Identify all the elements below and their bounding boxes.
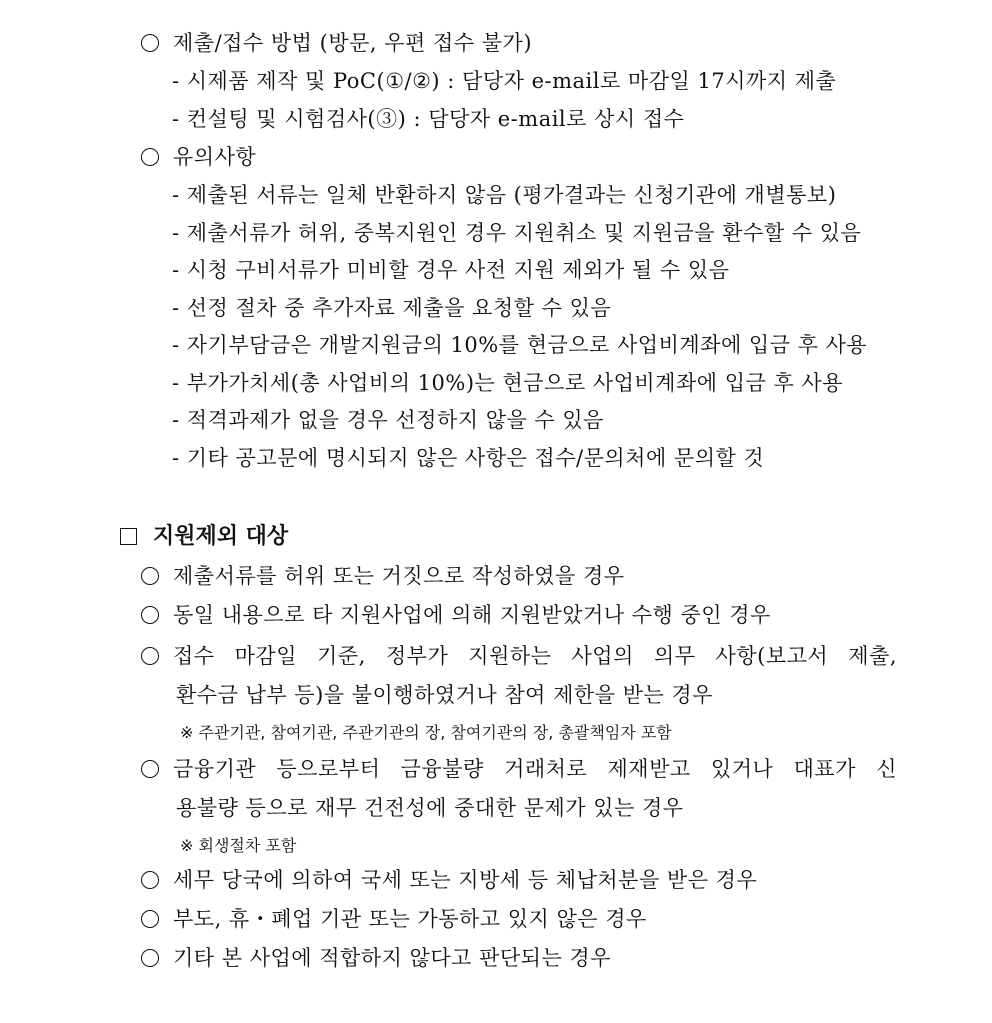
circle-bullet-icon	[141, 910, 159, 928]
notes-header	[141, 144, 256, 170]
circle-bullet-icon	[141, 949, 159, 967]
exclusion-title: 지원제외 대상	[153, 524, 289, 549]
exclusion-item-4	[141, 756, 897, 782]
circle-bullet-icon	[141, 34, 159, 52]
submission-item-2: - 컨설팅 및 시험검사(③) : 담당자 e-mail로 상시 접수	[172, 107, 685, 131]
exclusion-item-5	[141, 867, 757, 893]
circle-bullet-icon	[141, 871, 159, 889]
exclusion-heading	[120, 523, 288, 551]
exclusion-item-6-text: 부도, 휴・폐업 기관 또는 가동하고 있지 않은 경우	[173, 907, 647, 931]
exclusion-item-7-text: 기타 본 사업에 적합하지 않다고 판단되는 경우	[173, 946, 611, 970]
circle-bullet-icon	[141, 647, 159, 665]
submission-header-text: 제출/접수 방법 (방문, 우편 접수 불가)	[173, 31, 533, 55]
circle-bullet-icon	[141, 148, 159, 166]
notes-item-3: - 시청 구비서류가 미비할 경우 사전 지원 제외가 될 수 있음	[172, 258, 730, 282]
submission-item-1: - 시제품 제작 및 PoC(①/②) : 담당자 e-mail로 마감일 17시까지 제출	[172, 69, 837, 93]
notes-item-4: - 선정 절차 중 추가자료 제출을 요청할 수 있음	[172, 296, 612, 320]
exclusion-item-7	[141, 945, 611, 971]
notes-item-8: - 기타 공고문에 명시되지 않은 사항은 접수/문의처에 문의할 것	[172, 446, 765, 470]
exclusion-item-6	[141, 906, 647, 932]
exclusion-item-2-text: 동일 내용으로 타 지원사업에 의해 지원받았거나 수행 중인 경우	[173, 603, 771, 627]
exclusion-item-2	[141, 602, 771, 628]
exclusion-item-4-note: ※ 회생절차 포함	[180, 836, 297, 855]
exclusion-item-1-text: 제출서류를 허위 또는 거짓으로 작성하였을 경우	[173, 564, 625, 588]
circle-bullet-icon	[141, 567, 159, 585]
exclusion-item-4-line-1: 금융기관 등으로부터 금융불량 거래처로 제재받고 있거나 대표가 신	[173, 757, 897, 781]
notes-item-5: - 자기부담금은 개발지원금의 10%를 현금으로 사업비계좌에 입금 후 사용	[172, 333, 868, 357]
notes-item-6: - 부가가치세(총 사업비의 10%)는 현금으로 사업비계좌에 입금 후 사용	[172, 371, 843, 395]
notes-item-7: - 적격과제가 없을 경우 선정하지 않을 수 있음	[172, 408, 604, 432]
exclusion-item-4-line-2: 용불량 등으로 재무 건전성에 중대한 문제가 있는 경우	[176, 796, 684, 820]
exclusion-item-3-note: ※ 주관기관, 참여기관, 주관기관의 장, 참여기관의 장, 총괄책임자 포함	[180, 723, 672, 742]
circle-bullet-icon	[141, 760, 159, 778]
exclusion-item-3	[141, 643, 897, 669]
notes-item-2: - 제출서류가 허위, 중복지원인 경우 지원취소 및 지원금을 환수할 수 있음	[172, 221, 862, 245]
notes-item-1: - 제출된 서류는 일체 반환하지 않음 (평가결과는 신청기관에 개별통보)	[172, 183, 837, 207]
exclusion-item-3-line-1: 접수 마감일 기준, 정부가 지원하는 사업의 의무 사항(보고서 제출,	[173, 644, 897, 668]
notes-header-text: 유의사항	[173, 145, 257, 169]
submission-header	[141, 30, 532, 56]
exclusion-item-1	[141, 563, 625, 589]
exclusion-item-3-line-2: 환수금 납부 등)을 불이행하였거나 참여 제한을 받는 경우	[176, 683, 713, 707]
exclusion-item-5-text: 세무 당국에 의하여 국세 또는 지방세 등 체납처분을 받은 경우	[173, 868, 758, 892]
square-bullet-icon	[120, 528, 137, 545]
circle-bullet-icon	[141, 606, 159, 624]
